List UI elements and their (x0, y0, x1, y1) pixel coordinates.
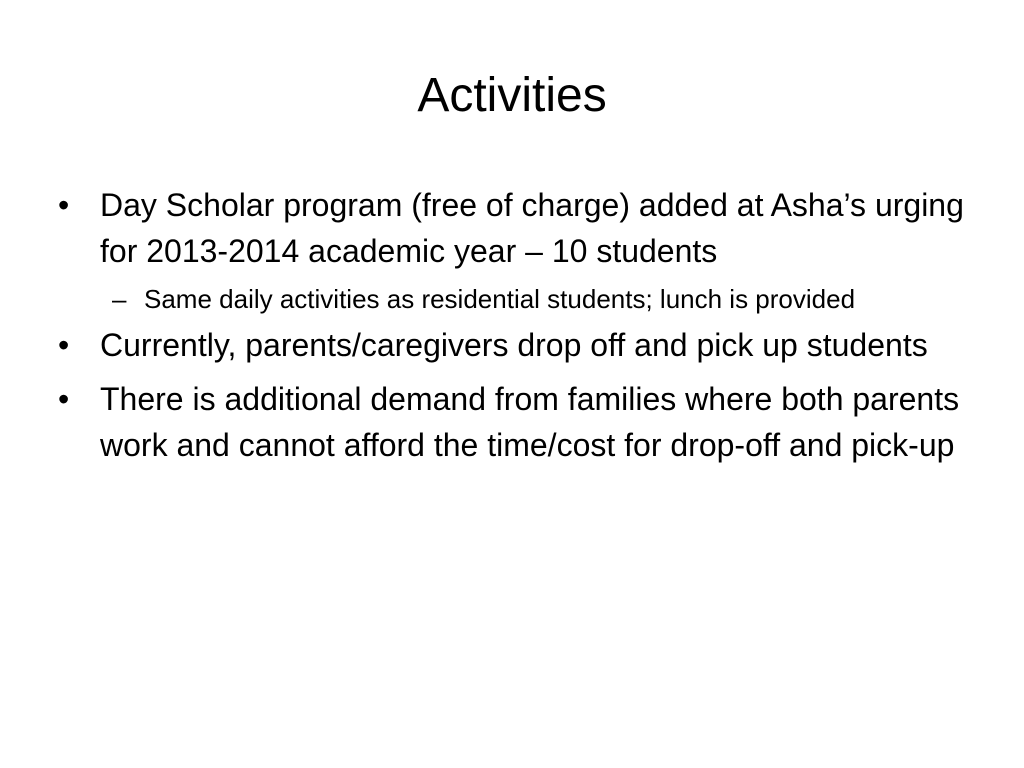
bullet-text: There is additional demand from families where both parents work and cannot afford the time/cost for drop-off and pick-up (100, 381, 960, 463)
bullet-marker: • (58, 327, 70, 363)
sub-bullet-marker: – (112, 284, 127, 314)
bullet-item (58, 182, 978, 274)
bullet-text: Day Scholar program (free of charge) added at Asha’s urging for 2013-2014 academic year – 10 students (100, 187, 964, 269)
bullet-marker: • (58, 381, 70, 417)
sub-bullet-text: Same daily activities as residential students; lunch is provided (144, 284, 856, 314)
bullet-text: Currently, parents/caregivers drop off and pick up students (100, 327, 928, 363)
bullet-marker: • (58, 187, 70, 223)
bullet-item (58, 376, 978, 468)
bullet-item (58, 322, 978, 368)
slide-title: Activities (417, 69, 607, 122)
slide-body (58, 182, 978, 476)
sub-bullet-item (58, 280, 978, 318)
